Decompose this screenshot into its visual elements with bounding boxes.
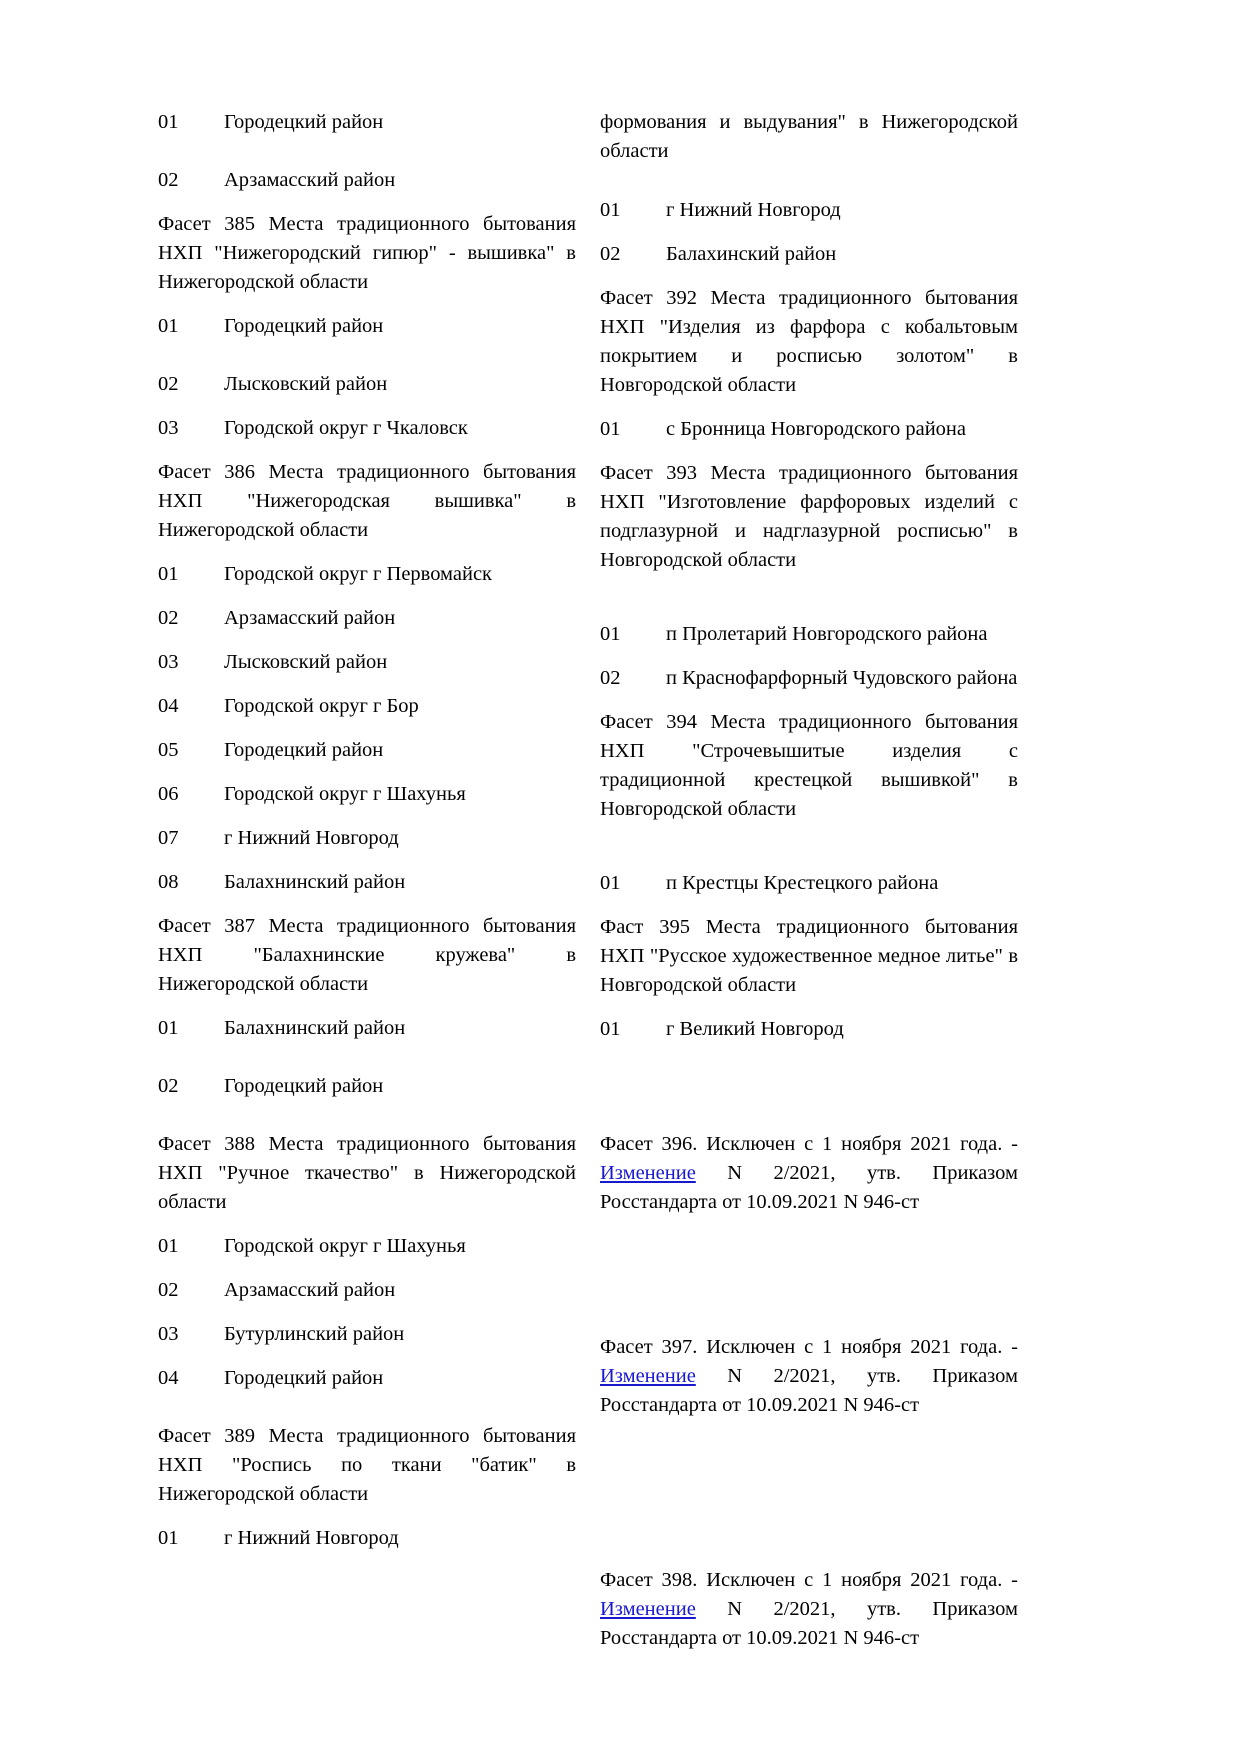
item-code: 02: [158, 1279, 179, 1301]
list-item: [158, 1276, 576, 1305]
list-item: [600, 240, 1018, 269]
list-item: [158, 648, 576, 677]
item-label: с Бронница Новгородского района: [666, 418, 967, 440]
list-item: [600, 664, 1018, 693]
divider-space: [600, 1044, 1018, 1130]
item-code: 01: [600, 623, 621, 645]
item-label: г Нижний Новгород: [224, 827, 399, 849]
item-code: 03: [158, 417, 179, 439]
item-code: 01: [600, 418, 621, 440]
item-code: 03: [158, 651, 179, 673]
excluded-lead: Фасет 396. Исключен с 1 ноября 2021 года. -: [600, 1133, 1018, 1155]
item-code: 02: [600, 243, 621, 265]
list-item: [158, 1364, 576, 1393]
divider-space: [600, 575, 1018, 605]
divider-space: [600, 1275, 1018, 1333]
list-item: [600, 1015, 1018, 1044]
item-code: 06: [158, 783, 179, 805]
list-item: [158, 692, 576, 721]
item-code: 01: [158, 1527, 179, 1549]
right-column: [600, 108, 1018, 1653]
item-label: Бутурлинский район: [224, 1323, 405, 1345]
item-label: Городецкий район: [224, 1367, 384, 1389]
item-label: Лысковский район: [224, 651, 388, 673]
item-code: 01: [600, 199, 621, 221]
item-label: г Нижний Новгород: [224, 1527, 399, 1549]
list-item: [158, 108, 576, 137]
item-code: 05: [158, 739, 179, 761]
divider-space: [600, 1478, 1018, 1536]
item-label: Городской округ г Чкаловск: [224, 417, 468, 439]
item-label: Арзамасский район: [224, 169, 396, 191]
two-column-body: [158, 108, 1018, 1653]
item-code: 01: [158, 315, 179, 337]
item-code: 04: [158, 1367, 179, 1389]
facet-heading-386: Фасет 386 Места традиционного бытования НХП "Нижегородская вышивка" в Нижегородской области: [158, 461, 576, 541]
list-item: [158, 1072, 576, 1101]
excluded-tail: N 2/2021, утв. Приказом Росстандарта от 10.09.2021 N 946-ст: [600, 1162, 1018, 1213]
item-code: 01: [158, 1235, 179, 1257]
amendment-link[interactable]: Изменение: [600, 1162, 696, 1184]
list-item: [158, 414, 576, 443]
item-label: Городской округ г Первомайск: [224, 563, 493, 585]
divider-space: [600, 1217, 1018, 1275]
divider-space: [600, 1536, 1018, 1566]
item-label: Городецкий район: [224, 739, 384, 761]
divider-space: [600, 824, 1018, 854]
item-label: Городецкий район: [224, 1075, 384, 1097]
item-code: 02: [158, 373, 179, 395]
item-code: 01: [158, 563, 179, 585]
item-code: 02: [600, 667, 621, 689]
item-label: Городецкий район: [224, 111, 384, 133]
item-code: 02: [158, 607, 179, 629]
excluded-note-398: [600, 1566, 1018, 1653]
list-item: [600, 869, 1018, 898]
item-code: 01: [600, 1018, 621, 1040]
list-item: [158, 1014, 576, 1043]
item-code: 08: [158, 871, 179, 893]
item-label: Балахнинский район: [224, 871, 406, 893]
list-item: [158, 868, 576, 897]
divider-space: [158, 341, 576, 355]
list-item: [158, 370, 576, 399]
facet-heading-395: Фаст 395 Места традиционного бытования НХП "Русское художественное медное литье" в Новгородской области: [600, 916, 1018, 996]
item-code: 04: [158, 695, 179, 717]
item-label: Городской округ г Шахунья: [224, 783, 466, 805]
list-item: [600, 620, 1018, 649]
item-code: 02: [158, 169, 179, 191]
item-label: п Краснофарфорный Чудовского района: [666, 667, 1018, 689]
item-label: г Великий Новгород: [666, 1018, 844, 1040]
divider-space: [600, 1420, 1018, 1478]
divider-space: [158, 1043, 576, 1057]
list-item: [600, 415, 1018, 444]
item-code: 03: [158, 1323, 179, 1345]
excluded-lead: Фасет 398. Исключен с 1 ноября 2021 года. -: [600, 1569, 1018, 1591]
item-label: Городецкий район: [224, 315, 384, 337]
item-code: 07: [158, 827, 179, 849]
list-item: [158, 736, 576, 765]
excluded-note-397: [600, 1333, 1018, 1420]
list-item: [158, 166, 576, 195]
excluded-tail: N 2/2021, утв. Приказом Росстандарта от 10.09.2021 N 946-ст: [600, 1365, 1018, 1416]
item-code: 01: [158, 1017, 179, 1039]
list-item: [158, 1232, 576, 1261]
item-code: 01: [600, 872, 621, 894]
excluded-note-396: [600, 1130, 1018, 1217]
facet-heading-387: Фасет 387 Места традиционного бытования НХП "Балахнинские кружева" в Нижегородской области: [158, 915, 576, 995]
item-label: Балахнинский район: [224, 1017, 406, 1039]
amendment-link[interactable]: Изменение: [600, 1598, 696, 1620]
facet-heading-continuation: формования и выдувания" в Нижегородской области: [600, 111, 1018, 162]
facet-heading-385: Фасет 385 Места традиционного бытования НХП "Нижегородский гипюр" - вышивка" в Нижегородской области: [158, 213, 576, 293]
list-item: [158, 560, 576, 589]
excluded-tail: N 2/2021, утв. Приказом Росстандарта от 10.09.2021 N 946-ст: [600, 1598, 1018, 1649]
item-code: 02: [158, 1075, 179, 1097]
item-label: п Крестцы Крестецкого района: [666, 872, 939, 894]
amendment-link[interactable]: Изменение: [600, 1365, 696, 1387]
item-label: Лысковский район: [224, 373, 388, 395]
list-item: [158, 780, 576, 809]
list-item: [158, 312, 576, 341]
list-item: [158, 824, 576, 853]
item-code: 01: [158, 111, 179, 133]
item-label: п Пролетарий Новгородского района: [666, 623, 988, 645]
list-item: [158, 1320, 576, 1349]
item-label: Арзамасский район: [224, 607, 396, 629]
left-column: [158, 108, 576, 1553]
facet-heading-393: Фасет 393 Места традиционного бытования НХП "Изготовление фарфоровых изделий с подглазурной и надглазурной росписью" в Новгородской области: [600, 462, 1018, 571]
list-item: [158, 1524, 576, 1553]
item-label: Арзамасский район: [224, 1279, 396, 1301]
facet-heading-389: Фасет 389 Места традиционного бытования НХП "Роспись по ткани "батик" в Нижегородской области: [158, 1425, 576, 1505]
divider-space: [158, 137, 576, 151]
list-item: [600, 196, 1018, 225]
facet-heading-394: Фасет 394 Места традиционного бытования НХП "Строчевышитые изделия с традиционной крестецкой вышивкой" в Новгородской области: [600, 711, 1018, 820]
facet-heading-392: Фасет 392 Места традиционного бытования НХП "Изделия из фарфора с кобальтовым покрытием и росписью золотом" в Новгородской области: [600, 287, 1018, 396]
excluded-lead: Фасет 397. Исключен с 1 ноября 2021 года. -: [600, 1336, 1018, 1358]
facet-heading-388: Фасет 388 Места традиционного бытования НХП "Ручное ткачество" в Нижегородской области: [158, 1133, 576, 1213]
item-label: Городской округ г Шахунья: [224, 1235, 466, 1257]
item-label: г Нижний Новгород: [666, 199, 841, 221]
list-item: [158, 604, 576, 633]
item-label: Городской округ г Бор: [224, 695, 419, 717]
item-label: Балахинский район: [666, 243, 837, 265]
